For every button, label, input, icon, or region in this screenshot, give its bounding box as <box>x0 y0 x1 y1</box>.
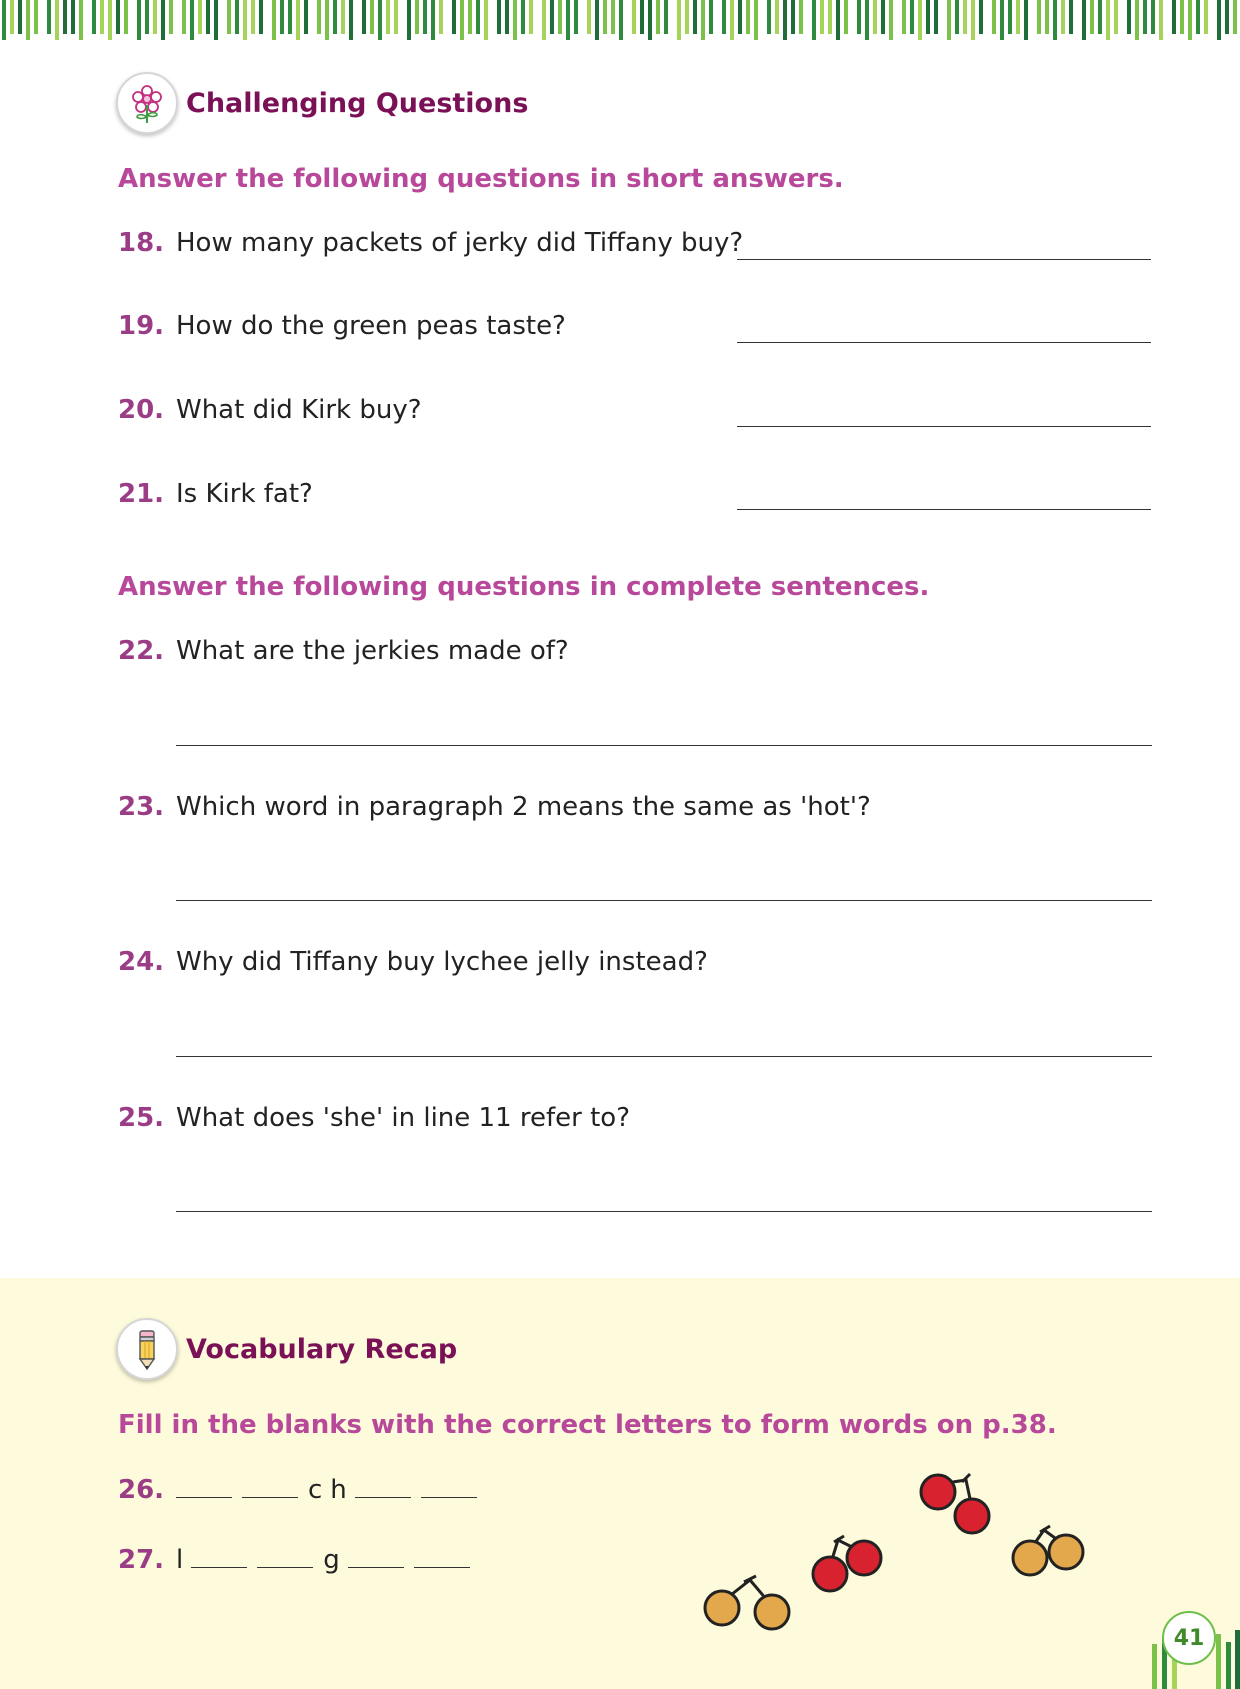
stripe <box>783 0 787 40</box>
stripe <box>349 0 353 40</box>
stripe <box>603 0 607 34</box>
stripe <box>1225 0 1229 34</box>
stripe <box>558 0 562 34</box>
stripe <box>378 0 382 40</box>
question-26: 26. c h <box>118 1475 487 1505</box>
question-22: 22. What are the jerkies made of? <box>118 636 569 666</box>
stripe <box>947 0 951 40</box>
stripe <box>26 0 30 40</box>
answer-line-19[interactable] <box>737 342 1151 343</box>
cherry-pair-icon <box>1013 1526 1083 1575</box>
stripe <box>632 0 636 34</box>
stripe <box>648 0 652 40</box>
cherry-pair-icon <box>705 1576 789 1629</box>
stripe <box>18 0 22 34</box>
stripe <box>979 0 983 34</box>
stripe <box>182 0 186 34</box>
letter-blank[interactable] <box>414 1545 470 1568</box>
stripe <box>100 0 104 34</box>
stripe <box>574 0 578 34</box>
stripe <box>857 0 861 34</box>
stripe <box>71 0 75 34</box>
stripe <box>280 0 284 34</box>
stripe <box>137 0 141 40</box>
stripe <box>288 0 292 34</box>
stripe <box>394 0 398 34</box>
stripe <box>362 0 366 34</box>
stripe <box>889 0 893 40</box>
page-number: 41 <box>1162 1611 1216 1665</box>
answer-line-24[interactable] <box>176 1056 1152 1057</box>
stripe <box>169 0 173 34</box>
stripe <box>34 0 38 34</box>
stripe <box>505 0 509 34</box>
stripe <box>484 0 488 40</box>
stripe <box>656 0 660 34</box>
stripe <box>1233 0 1237 34</box>
stripe <box>153 0 157 34</box>
stripe <box>214 0 218 40</box>
stripe <box>1106 0 1110 40</box>
stripe <box>1114 0 1118 34</box>
stripe <box>910 0 914 34</box>
stripe <box>918 0 922 40</box>
stripe <box>1053 0 1057 40</box>
stripe <box>259 0 263 34</box>
stripe <box>431 0 435 40</box>
stripe <box>1037 0 1041 34</box>
stripe <box>1008 0 1012 34</box>
stripe <box>63 0 67 34</box>
stripe <box>407 0 411 40</box>
stripe <box>206 0 210 34</box>
stripe <box>1061 0 1065 34</box>
question-27: 27. l g <box>118 1545 480 1575</box>
stripe <box>1196 0 1200 34</box>
stripe <box>529 0 533 34</box>
given-letter: c <box>308 1475 323 1505</box>
stripe <box>566 0 570 40</box>
stripe <box>701 0 705 40</box>
stripe <box>227 0 231 34</box>
vocabulary-recap-header <box>116 1318 457 1380</box>
stripe <box>1098 0 1102 34</box>
stripe <box>738 0 742 34</box>
stripe <box>1127 0 1131 34</box>
stripe <box>10 0 14 34</box>
stripe <box>971 0 975 40</box>
stripe <box>746 0 750 34</box>
question-20: 20. What did Kirk buy? <box>118 395 422 425</box>
stripe <box>296 0 300 40</box>
stripe <box>1180 0 1184 34</box>
stripe <box>1000 0 1004 40</box>
stripe <box>934 0 938 34</box>
stripe <box>709 0 713 34</box>
given-letter: g <box>323 1545 340 1575</box>
stripe <box>415 0 419 34</box>
stripe <box>611 0 615 34</box>
stripe <box>1188 0 1192 40</box>
stripe <box>92 0 96 34</box>
stripe <box>812 0 816 40</box>
flower-icon <box>116 72 178 134</box>
stripe <box>1090 0 1094 34</box>
stripe <box>865 0 869 40</box>
stripe <box>55 0 59 40</box>
stripe <box>685 0 689 34</box>
stripe <box>47 0 51 34</box>
stripe <box>1217 0 1221 40</box>
letter-blank[interactable] <box>421 1475 477 1498</box>
stripe <box>124 0 128 34</box>
cherry-pair-icon <box>813 1536 881 1591</box>
answer-line-20[interactable] <box>737 426 1151 427</box>
stripe <box>325 0 329 40</box>
stripe <box>955 0 959 34</box>
stripe <box>476 0 480 34</box>
stripe <box>79 0 83 40</box>
stripe <box>272 0 276 40</box>
stripe <box>341 0 345 34</box>
letter-blank[interactable] <box>348 1545 404 1568</box>
stripe <box>317 0 321 34</box>
top-stripe-border <box>0 0 1240 40</box>
answer-line-23[interactable] <box>176 900 1152 901</box>
answer-line-18[interactable] <box>737 259 1151 260</box>
stripe <box>730 0 734 40</box>
stripe <box>468 0 472 34</box>
section-title: Challenging Questions <box>186 87 529 119</box>
stripe <box>1082 0 1086 40</box>
stripe <box>722 0 726 34</box>
stripe <box>664 0 668 34</box>
stripe <box>460 0 464 40</box>
letter-blank[interactable] <box>257 1545 313 1568</box>
stripe <box>1069 0 1073 34</box>
stripe <box>844 0 848 34</box>
stripe <box>116 0 120 34</box>
stripe <box>370 0 374 34</box>
stripe <box>439 0 443 34</box>
stripe <box>1172 0 1176 34</box>
stripe <box>497 0 501 34</box>
stripe <box>550 0 554 34</box>
stripe <box>145 0 149 34</box>
stripe <box>992 0 996 34</box>
stripe <box>386 0 390 34</box>
stripe <box>963 0 967 34</box>
stripe <box>251 0 255 34</box>
stripe <box>235 0 239 34</box>
stripe <box>2 0 6 40</box>
stripe <box>595 0 599 40</box>
stripe <box>161 0 165 40</box>
answer-line-22[interactable] <box>176 745 1152 746</box>
question-21: 21. Is Kirk fat? <box>118 479 313 509</box>
stripe <box>754 0 758 40</box>
stripe <box>513 0 517 40</box>
instruction-fill-blanks: Fill in the blanks with the correct letters to form words on p.38. <box>118 1410 1057 1440</box>
stripe <box>1143 0 1147 34</box>
stripe <box>791 0 795 34</box>
stripe <box>1151 0 1155 34</box>
stripe <box>243 0 247 40</box>
stripe <box>693 0 697 34</box>
stripe <box>521 0 525 34</box>
pencil-icon <box>116 1318 178 1380</box>
stripe <box>820 0 824 34</box>
stripe <box>677 0 681 40</box>
stripe <box>1204 0 1208 34</box>
answer-line-21[interactable] <box>737 509 1151 510</box>
stripe <box>333 0 337 34</box>
letter-blank[interactable] <box>191 1545 247 1568</box>
stripe <box>836 0 840 40</box>
question-24: 24. Why did Tiffany buy lychee jelly instead? <box>118 947 708 977</box>
stripe <box>640 0 644 34</box>
stripe <box>926 0 930 34</box>
given-letter: h <box>330 1475 347 1505</box>
stripe <box>198 0 202 34</box>
stripe <box>881 0 885 34</box>
letter-blank[interactable] <box>355 1475 411 1498</box>
stripe <box>775 0 779 34</box>
stripe <box>587 0 591 34</box>
question-25: 25. What does 'she' in line 11 refer to? <box>118 1103 630 1133</box>
stripe <box>619 0 623 40</box>
question-19: 19. How do the green peas taste? <box>118 311 566 341</box>
stripe <box>423 0 427 34</box>
stripe <box>304 0 308 34</box>
stripe <box>1016 0 1020 34</box>
question-18: 18. How many packets of jerky did Tiffany buy? <box>118 228 744 258</box>
letter-blank[interactable] <box>242 1475 298 1498</box>
instruction-complete-sentences: Answer the following questions in complete sentences. <box>118 572 930 602</box>
answer-line-25[interactable] <box>176 1211 1152 1212</box>
instruction-short-answers: Answer the following questions in short answers. <box>118 164 844 194</box>
stripe <box>767 0 771 34</box>
section-title: Vocabulary Recap <box>186 1333 458 1365</box>
stripe <box>902 0 906 34</box>
given-letter: l <box>176 1545 184 1575</box>
stripe <box>542 0 546 40</box>
stripe <box>1135 0 1139 40</box>
stripe <box>108 0 112 40</box>
stripe <box>828 0 832 34</box>
stripe <box>452 0 456 34</box>
challenging-questions-header <box>116 72 528 134</box>
cherry-pair-icon <box>921 1474 989 1533</box>
stripe <box>1024 0 1028 40</box>
question-23: 23. Which word in paragraph 2 means the same as 'hot'? <box>118 792 871 822</box>
stripe <box>799 0 803 34</box>
letter-blank[interactable] <box>176 1475 232 1498</box>
stripe <box>1045 0 1049 34</box>
stripe <box>873 0 877 34</box>
stripe <box>1159 0 1163 40</box>
stripe <box>190 0 194 40</box>
cherries-decoration <box>700 1470 1100 1640</box>
